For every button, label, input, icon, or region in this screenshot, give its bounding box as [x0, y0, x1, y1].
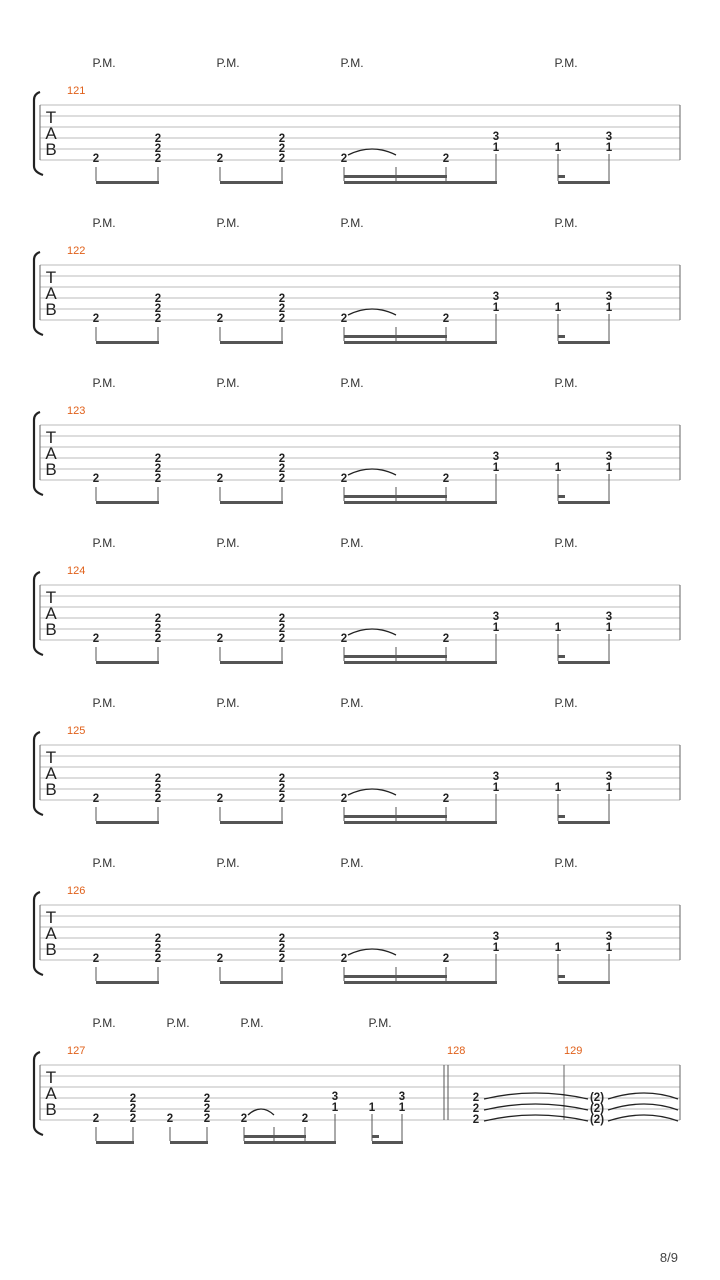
fret-number: 1: [492, 782, 500, 794]
tab-clef-b: B: [45, 300, 57, 319]
system-bracket: [34, 572, 43, 655]
fret-number: 2: [340, 473, 348, 485]
fret-number: 2: [92, 953, 100, 965]
fret-number: 2: [278, 783, 286, 795]
fret-number: 2: [278, 933, 286, 945]
measure-number: 124: [67, 565, 86, 577]
palm-mute-marker: P.M.: [340, 696, 364, 710]
fret-number: 2: [278, 793, 286, 805]
fret-number: 3: [492, 451, 500, 463]
palm-mute-marker: P.M.: [92, 1016, 116, 1030]
beam: [558, 341, 610, 344]
partial-beam: [372, 1135, 379, 1138]
palm-mute-marker: P.M.: [92, 856, 116, 870]
palm-mute-marker: P.M.: [216, 376, 240, 390]
palm-mute-marker: P.M.: [554, 856, 578, 870]
fret-number: 2: [216, 633, 224, 645]
fret-number: 1: [554, 302, 562, 314]
fret-number: 3: [605, 931, 613, 943]
fret-number: 2: [278, 293, 286, 305]
fret-number: 2: [442, 153, 450, 165]
fret-number: 2: [340, 633, 348, 645]
fret-number: 1: [398, 1102, 406, 1114]
measure-number: 121: [67, 85, 86, 97]
sustained-fret: 2: [472, 1092, 480, 1104]
beam: [372, 1141, 403, 1144]
fret-number: 3: [492, 131, 500, 143]
fret-number: 1: [492, 142, 500, 154]
system-bracket: [34, 92, 43, 175]
fret-number: 2: [340, 793, 348, 805]
beam: [344, 981, 497, 984]
beam: [220, 341, 283, 344]
beam: [96, 501, 159, 504]
sustained-fret: 2: [472, 1114, 480, 1126]
fret-number: 2: [216, 793, 224, 805]
beam: [558, 181, 610, 184]
tied-fret: (2): [589, 1114, 605, 1126]
fret-number: 2: [301, 1113, 309, 1125]
fret-number: 2: [278, 613, 286, 625]
fret-number: 2: [278, 953, 286, 965]
palm-mute-marker: P.M.: [216, 696, 240, 710]
measure-number: 128: [447, 1045, 466, 1057]
tab-clef-b: B: [45, 780, 57, 799]
fret-number: 1: [554, 142, 562, 154]
tab-clef-t: T: [45, 108, 57, 127]
fret-number: 2: [154, 773, 162, 785]
beam: [96, 981, 159, 984]
fret-number: 2: [203, 1093, 211, 1105]
system-bracket: [34, 252, 43, 335]
tie-arc: [348, 629, 396, 635]
fret-number: 2: [278, 773, 286, 785]
fret-number: 1: [492, 462, 500, 474]
palm-mute-marker: P.M.: [166, 1016, 190, 1030]
palm-mute-marker: P.M.: [554, 56, 578, 70]
fret-number: 1: [492, 942, 500, 954]
tab-clef-b: B: [45, 620, 57, 639]
beam: [344, 181, 497, 184]
fret-number: 1: [605, 942, 613, 954]
fret-number: 2: [240, 1113, 248, 1125]
fret-number: 3: [492, 291, 500, 303]
tab-clef-b: B: [45, 1100, 57, 1119]
fret-number: 2: [129, 1103, 137, 1115]
tab-clef-a: A: [45, 764, 57, 783]
tab-clef-t: T: [45, 908, 57, 927]
secondary-beam: [344, 335, 447, 338]
fret-number: 2: [278, 943, 286, 955]
beam: [220, 981, 283, 984]
fret-number: 2: [278, 313, 286, 325]
measure-number: 129: [564, 1045, 583, 1057]
fret-number: 2: [154, 303, 162, 315]
fret-number: 3: [398, 1091, 406, 1103]
partial-beam: [558, 495, 565, 498]
fret-number: 2: [129, 1093, 137, 1105]
secondary-beam: [344, 655, 447, 658]
fret-number: 2: [442, 313, 450, 325]
fret-number: 2: [92, 793, 100, 805]
fret-number: 2: [278, 623, 286, 635]
fret-number: 2: [216, 473, 224, 485]
fret-number: 2: [166, 1113, 174, 1125]
measure-number: 122: [67, 245, 86, 257]
partial-beam: [558, 815, 565, 818]
tie-arc: [348, 789, 396, 795]
tab-clef-b: B: [45, 460, 57, 479]
tied-fret: (2): [589, 1103, 605, 1115]
palm-mute-marker: P.M.: [92, 536, 116, 550]
tab-clef-t: T: [45, 588, 57, 607]
tie-arc: [348, 149, 396, 155]
tab-clef-t: T: [45, 1068, 57, 1087]
tab-clef-t: T: [45, 748, 57, 767]
fret-number: 2: [154, 793, 162, 805]
fret-number: 3: [605, 451, 613, 463]
beam: [558, 981, 610, 984]
beam: [220, 821, 283, 824]
fret-number: 2: [216, 153, 224, 165]
fret-number: 1: [492, 302, 500, 314]
fret-number: 1: [492, 622, 500, 634]
fret-number: 2: [92, 313, 100, 325]
secondary-beam: [244, 1135, 306, 1138]
fret-number: 1: [605, 142, 613, 154]
measure-number: 127: [67, 1045, 86, 1057]
palm-mute-marker: P.M.: [554, 696, 578, 710]
palm-mute-marker: P.M.: [340, 536, 364, 550]
fret-number: 1: [331, 1102, 339, 1114]
fret-number: 3: [492, 771, 500, 783]
fret-number: 1: [554, 942, 562, 954]
sustained-fret: 2: [472, 1103, 480, 1115]
fret-number: 2: [278, 473, 286, 485]
palm-mute-marker: P.M.: [92, 216, 116, 230]
fret-number: 1: [554, 782, 562, 794]
secondary-beam: [344, 175, 447, 178]
fret-number: 2: [442, 473, 450, 485]
palm-mute-marker: P.M.: [216, 536, 240, 550]
beam: [344, 661, 497, 664]
fret-number: 2: [154, 143, 162, 155]
tab-clef-a: A: [45, 444, 57, 463]
palm-mute-marker: P.M.: [216, 56, 240, 70]
secondary-beam: [344, 975, 447, 978]
fret-number: 2: [129, 1113, 137, 1125]
beam: [220, 661, 283, 664]
fret-number: 3: [605, 131, 613, 143]
measure-number: 126: [67, 885, 86, 897]
fret-number: 2: [340, 313, 348, 325]
fret-number: 1: [605, 462, 613, 474]
fret-number: 2: [442, 633, 450, 645]
palm-mute-marker: P.M.: [340, 56, 364, 70]
tab-clef-a: A: [45, 124, 57, 143]
fret-number: 2: [216, 953, 224, 965]
tab-clef-t: T: [45, 268, 57, 287]
page-number: 8/9: [659, 1250, 678, 1265]
palm-mute-marker: P.M.: [368, 1016, 392, 1030]
fret-number: 2: [278, 633, 286, 645]
fret-number: 2: [216, 313, 224, 325]
system-bracket: [34, 732, 43, 815]
partial-beam: [558, 335, 565, 338]
measure-number: 123: [67, 405, 86, 417]
fret-number: 2: [278, 153, 286, 165]
fret-number: 2: [442, 953, 450, 965]
fret-number: 3: [605, 291, 613, 303]
fret-number: 3: [605, 611, 613, 623]
tab-clef-t: T: [45, 428, 57, 447]
secondary-beam: [344, 495, 447, 498]
system-bracket: [34, 1052, 43, 1135]
beam: [220, 501, 283, 504]
fret-number: 2: [154, 953, 162, 965]
fret-number: 2: [278, 463, 286, 475]
fret-number: 2: [154, 933, 162, 945]
fret-number: 1: [605, 782, 613, 794]
beam: [244, 1141, 336, 1144]
beam: [344, 501, 497, 504]
fret-number: 2: [203, 1103, 211, 1115]
fret-number: 3: [492, 611, 500, 623]
fret-number: 2: [92, 633, 100, 645]
fret-number: 2: [154, 473, 162, 485]
fret-number: 2: [154, 293, 162, 305]
palm-mute-marker: P.M.: [92, 376, 116, 390]
fret-number: 2: [154, 623, 162, 635]
palm-mute-marker: P.M.: [554, 536, 578, 550]
fret-number: 2: [203, 1113, 211, 1125]
tab-clef-b: B: [45, 140, 57, 159]
palm-mute-marker: P.M.: [240, 1016, 264, 1030]
tab-clef-a: A: [45, 924, 57, 943]
fret-number: 3: [331, 1091, 339, 1103]
beam: [96, 821, 159, 824]
beam: [344, 341, 497, 344]
tie-arc: [348, 309, 396, 315]
fret-number: 2: [278, 303, 286, 315]
fret-number: 3: [605, 771, 613, 783]
fret-number: 2: [340, 953, 348, 965]
fret-number: 2: [92, 153, 100, 165]
fret-number: 2: [154, 463, 162, 475]
fret-number: 1: [554, 462, 562, 474]
fret-number: 1: [605, 302, 613, 314]
palm-mute-marker: P.M.: [92, 56, 116, 70]
palm-mute-marker: P.M.: [216, 856, 240, 870]
beam: [96, 181, 159, 184]
beam: [558, 661, 610, 664]
beam: [344, 821, 497, 824]
fret-number: 2: [278, 133, 286, 145]
system-bracket: [34, 412, 43, 495]
fret-number: 2: [154, 633, 162, 645]
fret-number: 2: [154, 613, 162, 625]
fret-number: 2: [154, 943, 162, 955]
tie-arc: [348, 949, 396, 955]
beam: [170, 1141, 208, 1144]
fret-number: 2: [442, 793, 450, 805]
fret-number: 2: [154, 133, 162, 145]
beam: [558, 501, 610, 504]
palm-mute-marker: P.M.: [554, 216, 578, 230]
fret-number: 1: [605, 622, 613, 634]
palm-mute-marker: P.M.: [554, 376, 578, 390]
fret-number: 2: [92, 473, 100, 485]
fret-number: 2: [340, 153, 348, 165]
palm-mute-marker: P.M.: [216, 216, 240, 230]
tab-clef-a: A: [45, 284, 57, 303]
measure-number: 125: [67, 725, 86, 737]
beam: [558, 821, 610, 824]
fret-number: 2: [154, 313, 162, 325]
palm-mute-marker: P.M.: [340, 216, 364, 230]
system-bracket: [34, 892, 43, 975]
partial-beam: [558, 655, 565, 658]
fret-number: 1: [368, 1102, 376, 1114]
fret-number: 2: [154, 783, 162, 795]
beam: [96, 1141, 134, 1144]
beam: [220, 181, 283, 184]
fret-number: 2: [154, 453, 162, 465]
tie-arc: [348, 469, 396, 475]
tab-clef-b: B: [45, 940, 57, 959]
palm-mute-marker: P.M.: [340, 376, 364, 390]
fret-number: 1: [554, 622, 562, 634]
fret-number: 2: [154, 153, 162, 165]
beam: [96, 661, 159, 664]
tab-clef-a: A: [45, 604, 57, 623]
fret-number: 2: [278, 143, 286, 155]
palm-mute-marker: P.M.: [92, 696, 116, 710]
beam: [96, 341, 159, 344]
tie-arc: [248, 1109, 274, 1115]
tab-clef-a: A: [45, 1084, 57, 1103]
tied-fret: (2): [589, 1092, 605, 1104]
partial-beam: [558, 975, 565, 978]
partial-beam: [558, 175, 565, 178]
fret-number: 2: [92, 1113, 100, 1125]
palm-mute-marker: P.M.: [340, 856, 364, 870]
secondary-beam: [344, 815, 447, 818]
fret-number: 3: [492, 931, 500, 943]
fret-number: 2: [278, 453, 286, 465]
